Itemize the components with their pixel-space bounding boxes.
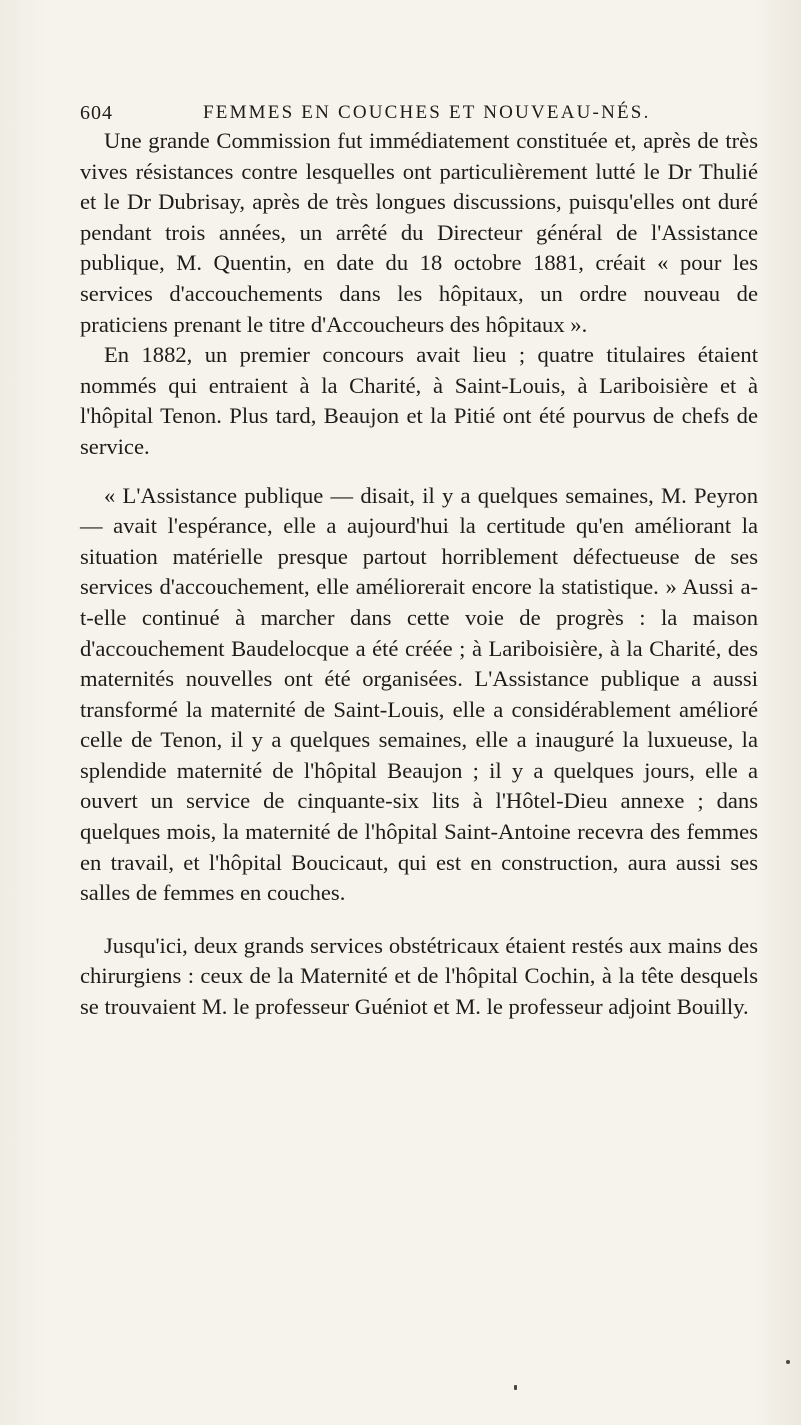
paragraph-commission: Une grande Commission fut immédiatement constituée et, après de très vives résistances contre lesquelles ont particulièrement lutté le Dr Thulié et le Dr Dubrisay, après de très longues discussions, puisqu'elles ont duré pendant trois années, un arrêté du Directeur général de l'Assistance publique, M. Quentin, en date du 18 octobre 1881, créait « pour les services d'accouchements dans les hôpitaux, un ordre nouveau de praticiens prenant le titre d'Accoucheurs des hôpitaux ».	[80, 128, 758, 337]
paragraph-concours-1882: En 1882, un premier concours avait lieu ; quatre titulaires étaient nommés qui entraient à la Charité, à Saint-Louis, à Lariboisière et à l'hôpital Tenon. Plus tard, Beaujon et la Pitié ont été pourvus de chefs de service.	[80, 342, 758, 459]
paragraph-services-obstetricaux: Jusqu'ici, deux grands services obstétricaux étaient restés aux mains des chirurgiens : ceux de la Maternité et de l'hôpital Cochin, à la tête desquels se trouvaient M. le professeur Guéniot et M. le professeur adjoint Bouilly.	[80, 932, 758, 1020]
running-title: FEMMES EN COUCHES ET NOUVEAU-NÉS.	[203, 102, 651, 123]
page-number: 604	[80, 102, 113, 124]
page-body	[80, 126, 758, 1023]
paragraph-assistance-publique: « L'Assistance publique — disait, il y a quelques semaines, M. Peyron — avait l'espérance, elle a aujourd'hui la certitude qu'en améliorant la situation matérielle presque partout horriblement défectueuse de ses services d'accouchement, elle améliorerait encore la statistique. » Aussi a-t-elle continué à marcher dans cette voie de progrès : la maison d'accouchement Baudelocque a été créée ; à Lariboisière, à la Charité, des maternités nouvelles ont été organisées. L'Assistance publique a aussi transformé la maternité de Saint-Louis, elle a considérablement amélioré celle de Tenon, il y a quelques semaines, elle a inauguré la luxueuse, la splendide maternité de l'hôpital Beaujon ; il y a quelques jours, elle a ouvert un service de cinquante-six lits à l'Hôtel-Dieu annexe ; dans quelques mois, la maternité de l'hôpital Saint-Antoine recevra des femmes en travail, et l'hôpital Boucicaut, qui est en construction, aura aussi ses salles de femmes en couches.	[80, 482, 758, 906]
ink-speck	[786, 1360, 790, 1364]
ink-speck	[514, 1385, 517, 1390]
